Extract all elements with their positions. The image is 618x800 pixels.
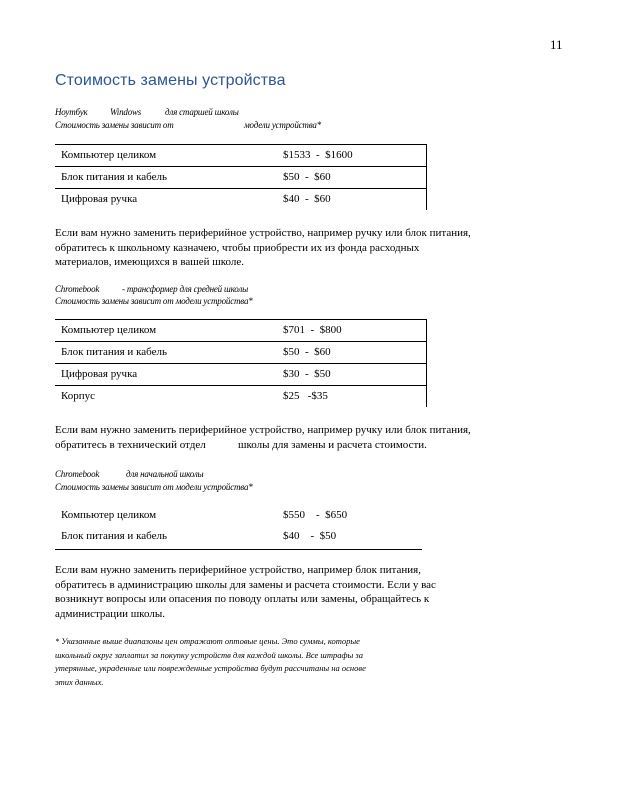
table-row (55, 386, 427, 407)
item-price: $701 - $800 (283, 324, 342, 336)
note-line: материалов, имеющихся в вашей школе. (55, 256, 244, 268)
footnote-line: * Указанные выше диапазоны цен отражают оптовые цены. Это суммы, которые (55, 636, 360, 646)
section2-price-table (55, 319, 427, 407)
item-price: $1533 - $1600 (283, 149, 353, 161)
footnote-line: этих данных. (55, 676, 104, 687)
item-price: $50 - $60 (283, 346, 331, 358)
item-price: $40 - $60 (283, 193, 331, 205)
note-line-part: школы для замены и расчета стоимости. (238, 438, 427, 451)
section3-audience: для начальной школы (126, 469, 204, 479)
item-price: $550 - $650 (283, 509, 348, 521)
note-line-part: обратитесь в технический отдел (55, 438, 206, 451)
table-row (55, 189, 427, 210)
note-line (55, 438, 471, 453)
page-heading: Стоимость замены устройства (55, 72, 286, 89)
item-name: Блок питания и кабель (61, 346, 167, 358)
item-name: Цифровая ручка (61, 368, 138, 380)
table-row (55, 505, 427, 526)
item-price: $40 - $50 (283, 530, 337, 542)
footnote-line: школьный округ заплатил за покупку устройств для каждой школы. Все штрафы за (55, 649, 363, 660)
note-line: Если вам нужно заменить периферийное устройство, например ручку или блок питания, (55, 424, 471, 436)
item-name: Блок питания и кабель (61, 171, 167, 183)
table-row (55, 526, 427, 547)
table-row (55, 364, 427, 386)
table-row (55, 167, 427, 189)
section2-cost: Стоимость замены зависит от модели устройства* (55, 296, 253, 306)
item-price: $50 - $60 (283, 171, 331, 183)
section3-device: Chromebook (55, 469, 100, 479)
section1-device: Ноутбук (55, 107, 88, 117)
section1-os: Windows (110, 107, 142, 117)
item-name: Блок питания и кабель (61, 530, 167, 542)
footnote (55, 635, 366, 689)
item-price: $25 -$35 (283, 390, 328, 402)
section3-note (55, 563, 436, 621)
table-row (55, 342, 427, 364)
note-line: Если вам нужно заменить периферийное устройство, например блок питания, (55, 564, 421, 576)
item-name: Компьютер целиком (61, 509, 157, 521)
note-line: обратитесь в администрацию школы для замены и расчета стоимости. Если у вас (55, 578, 436, 591)
section1-cost-prefix: Стоимость замены зависит от (55, 120, 174, 130)
section2-device: Chromebook (55, 284, 100, 294)
item-name: Компьютер целиком (61, 149, 157, 161)
note-line: обратитесь к школьному казначею, чтобы приобрести их из фонда расходных (55, 241, 420, 254)
item-name: Корпус (61, 390, 96, 402)
section1-note (55, 226, 471, 270)
table-row (55, 320, 427, 342)
item-price: $30 - $50 (283, 368, 331, 380)
section1-price-table (55, 144, 427, 210)
note-line: администрации школы. (55, 607, 165, 620)
footnote-line: утерянные, украденные или поврежденные устройства будут рассчитаны на основе (55, 663, 366, 673)
item-name: Компьютер целиком (61, 324, 157, 336)
page-number: 11 (550, 37, 563, 52)
table-row (55, 145, 427, 167)
section1-audience: для старшей школы (165, 107, 239, 117)
note-line: возникнут вопросы или опасения по поводу оплаты или замены, обращайтесь к (55, 593, 430, 605)
section2-note (55, 423, 471, 452)
section3-price-table (55, 505, 427, 547)
item-name: Цифровая ручка (61, 193, 138, 205)
section3-cost: Стоимость замены зависит от модели устройства* (55, 482, 253, 492)
section2-audience: - трансформер для средней школы (122, 284, 248, 294)
note-line: Если вам нужно заменить периферийное устройство, например ручку или блок питания, (55, 227, 471, 239)
table-bottom-rule (55, 549, 422, 550)
section1-cost-suffix: модели устройства* (244, 120, 321, 130)
